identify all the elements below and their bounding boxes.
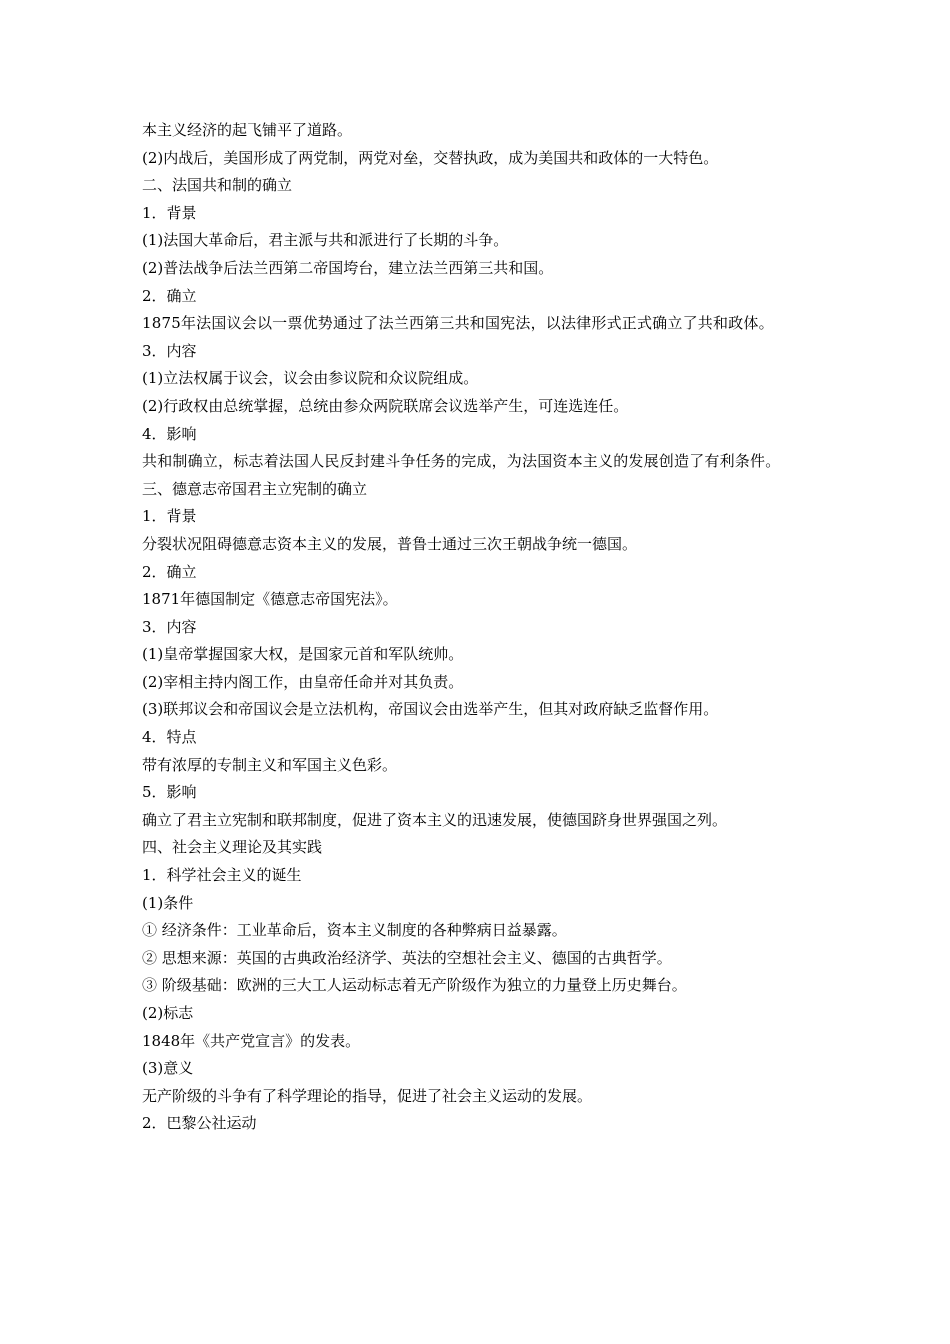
paragraph-line: 本主义经济的起飞铺平了道路。 xyxy=(142,121,353,139)
paragraph-line: (1)皇帝掌握国家大权，是国家元首和军队统帅。 xyxy=(142,645,464,664)
subsection-heading: 5．影响 xyxy=(142,783,197,802)
paragraph-line: 共和制确立，标志着法国人民反封建斗争任务的完成，为法国资本主义的发展创造了有利条件。 xyxy=(142,452,781,471)
paragraph-line: 1871年德国制定《德意志帝国宪法》。 xyxy=(142,590,398,609)
paragraph-line: 分裂状况阻碍德意志资本主义的发展，普鲁士通过三次王朝战争统一德国。 xyxy=(142,534,638,553)
paragraph-line: (2)宰相主持内阁工作，由皇帝任命并对其负责。 xyxy=(142,672,464,691)
subsection-heading: 2．巴黎公社运动 xyxy=(142,1114,257,1133)
section-heading: 三、德意志帝国君主立宪制的确立 xyxy=(142,479,368,498)
paragraph-line: ① 经济条件：工业革命后，资本主义制度的各种弊病日益暴露。 xyxy=(142,921,567,940)
paragraph-line: 无产阶级的斗争有了科学理论的指导，促进了社会主义运动的发展。 xyxy=(142,1086,593,1105)
paragraph-line: (1)条件 xyxy=(142,893,194,912)
paragraph-line: (2)内战后，美国形成了两党制，两党对垒，交替执政，成为美国共和政体的一大特色。 xyxy=(142,148,719,167)
paragraph-line: 带有浓厚的专制主义和军国主义色彩。 xyxy=(142,755,398,774)
subsection-heading: 4．特点 xyxy=(142,728,197,747)
paragraph-line: 1875年法国议会以一票优势通过了法兰西第三共和国宪法，以法律形式正式确立了共和政体。 xyxy=(142,314,774,333)
document-body xyxy=(142,117,832,1138)
paragraph-line: (2)行政权由总统掌握，总统由参众两院联席会议选举产生，可连选连任。 xyxy=(142,396,629,415)
paragraph-line: (3)意义 xyxy=(142,1059,194,1078)
subsection-heading: 3．内容 xyxy=(142,617,197,636)
paragraph-line: ③ 阶级基础：欧洲的三大工人运动标志着无产阶级作为独立的力量登上历史舞台。 xyxy=(142,976,687,995)
section-heading: 二、法国共和制的确立 xyxy=(142,176,293,195)
paragraph-line: 确立了君主立宪制和联邦制度，促进了资本主义的迅速发展，使德国跻身世界强国之列。 xyxy=(142,810,728,829)
paragraph-line: 1848年《共产党宣言》的发表。 xyxy=(142,1031,361,1050)
section-heading: 四、社会主义理论及其实践 xyxy=(142,838,323,857)
paragraph-line: ② 思想来源：英国的古典政治经济学、英法的空想社会主义、德国的古典哲学。 xyxy=(142,948,672,967)
subsection-heading: 1．背景 xyxy=(142,203,197,222)
subsection-heading: 4．影响 xyxy=(142,424,197,443)
paragraph-line: (2)标志 xyxy=(142,1004,194,1022)
subsection-heading: 1．背景 xyxy=(142,507,197,526)
paragraph-line: (1)法国大革命后，君主派与共和派进行了长期的斗争。 xyxy=(142,231,509,250)
paragraph-line: (2)普法战争后法兰西第二帝国垮台，建立法兰西第三共和国。 xyxy=(142,258,554,277)
subsection-heading: 3．内容 xyxy=(142,341,197,360)
subsection-heading: 2．确立 xyxy=(142,286,197,305)
subsection-heading: 2．确立 xyxy=(142,562,197,581)
paragraph-line: (3)联邦议会和帝国议会是立法机构，帝国议会由选举产生，但其对政府缺乏监督作用。 xyxy=(142,700,719,719)
paragraph-line: (1)立法权属于议会，议会由参议院和众议院组成。 xyxy=(142,369,479,388)
subsection-heading: 1．科学社会主义的诞生 xyxy=(142,866,302,885)
